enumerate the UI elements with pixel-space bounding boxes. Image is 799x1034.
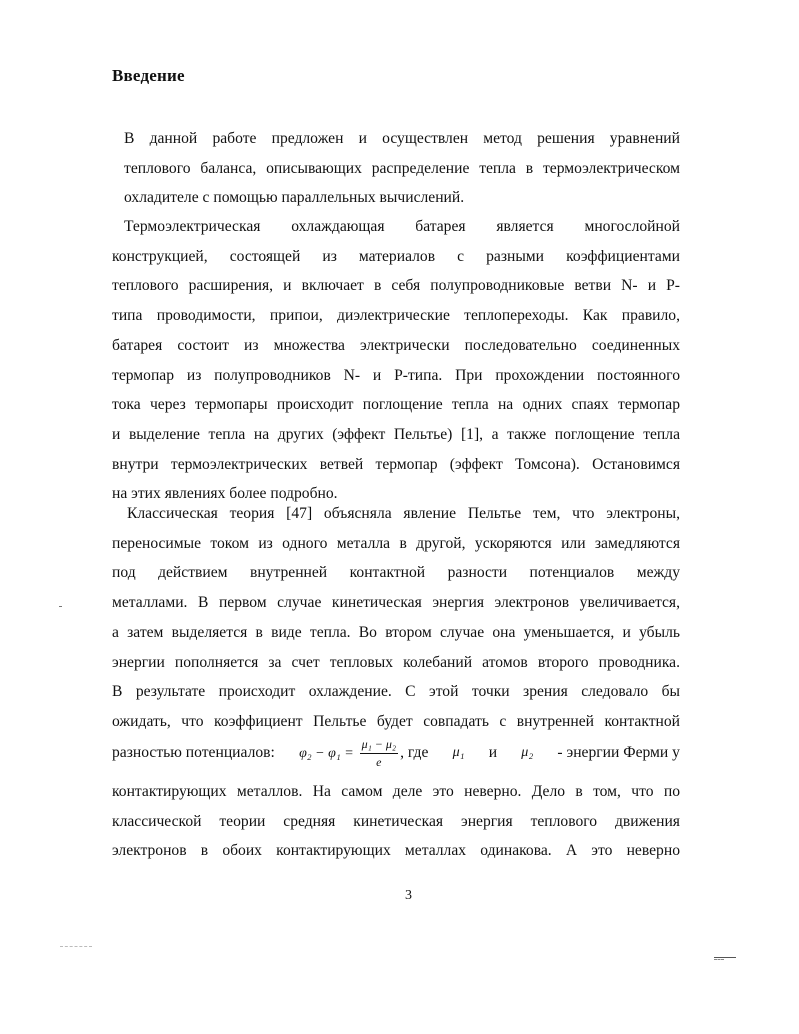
text-line: Термоэлектрическая охлаждающая батарея является многослойной: [124, 218, 680, 235]
text-line: под действием внутренней контактной разности потенциалов между: [112, 564, 680, 582]
formula: [299, 737, 428, 770]
fraction-denominator: e: [376, 754, 382, 769]
paragraph-classical-theory: [112, 499, 680, 737]
paragraph-battery: [112, 212, 680, 509]
text-line: батарея состоит из множества электрически последовательно соединенных: [112, 336, 680, 354]
page-number: 3: [405, 888, 412, 903]
formula-prefix-text: разностью потенциалов:: [112, 744, 275, 761]
text-line: В результате происходит охлаждение. С этой точки зрения следовало бы: [112, 683, 680, 701]
text-line: тока через термопары происходит поглощение тепла на одних спаях термопар: [112, 396, 680, 414]
formula-line: [112, 731, 680, 775]
scan-speck: [59, 606, 62, 607]
text-line: охладителе с помощью параллельных вычислений.: [124, 189, 465, 207]
formula-lhs: φ₂ − φ₁ =: [299, 745, 354, 761]
text-line: Классическая теория [47] объясняла явление Пельтье тем, что электроны,: [127, 505, 680, 522]
text-line: а затем выделяется в виде тепла. Во втором случае она уменьшается, и убыль: [112, 623, 680, 641]
text-line: конструкцией, состоящей из материалов с разными коэффициентами: [112, 247, 680, 265]
text-line: электронов в обоих контактирующих металлах одинакова. А это неверно: [112, 842, 680, 860]
text-line: внутри термоэлектрических ветвей термопар (эффект Томсона). Остановимся: [112, 455, 680, 473]
formula-where-text: , где: [400, 743, 429, 761]
text-line: классической теории средняя кинетическая энергия теплового движения: [112, 812, 680, 830]
scan-mark-right-faint: [714, 959, 724, 960]
text-line: теплового баланса, описывающих распределение тепла в термоэлектрическом: [124, 159, 680, 177]
and-text: и: [488, 744, 498, 761]
fraction-numerator: μ₁ − μ₂: [360, 737, 399, 754]
text-line: термопар из полупроводников N- и P-типа. При прохождении постоянного: [112, 366, 680, 384]
text-line: металлами. В первом случае кинетическая энергия электронов увеличивается,: [112, 594, 680, 612]
text-line: переносимые током из одного металла в другой, ускоряются или замедляются: [112, 534, 680, 552]
paragraph-intro: [112, 124, 680, 213]
text-line: В данной работе предложен и осуществлен метод решения уравнений: [124, 130, 680, 147]
text-line: энергии пополняется за счет тепловых колебаний атомов второго проводника.: [112, 653, 680, 671]
mu1-symbol: μ₁: [452, 745, 465, 760]
text-line: и выделение тепла на других (эффект Пельтье) [1], а также поглощение тепла: [112, 425, 680, 443]
text-line: типа проводимости, припои, диэлектрические теплопереходы. Как правило,: [112, 307, 680, 325]
scan-mark-left: [60, 946, 92, 947]
section-heading: Введение: [112, 66, 185, 85]
formula-fraction: [360, 737, 399, 770]
scan-mark-right: [714, 957, 736, 958]
text-line: теплового расширения, и включает в себя полупроводниковые ветви N- и P-: [112, 277, 680, 295]
paragraph-continuation: [112, 777, 680, 866]
text-line: на этих явлениях более подробно.: [112, 485, 338, 503]
text-line: ожидать, что коэффициент Пельтье будет совпадать с внутренней контактной: [112, 712, 680, 730]
text-line: контактирующих металлов. На самом деле это неверно. Дело в том, что по: [112, 783, 680, 800]
mu2-symbol: μ₂: [521, 745, 534, 760]
formula-suffix-text: - энергии Ферми у: [557, 744, 680, 761]
